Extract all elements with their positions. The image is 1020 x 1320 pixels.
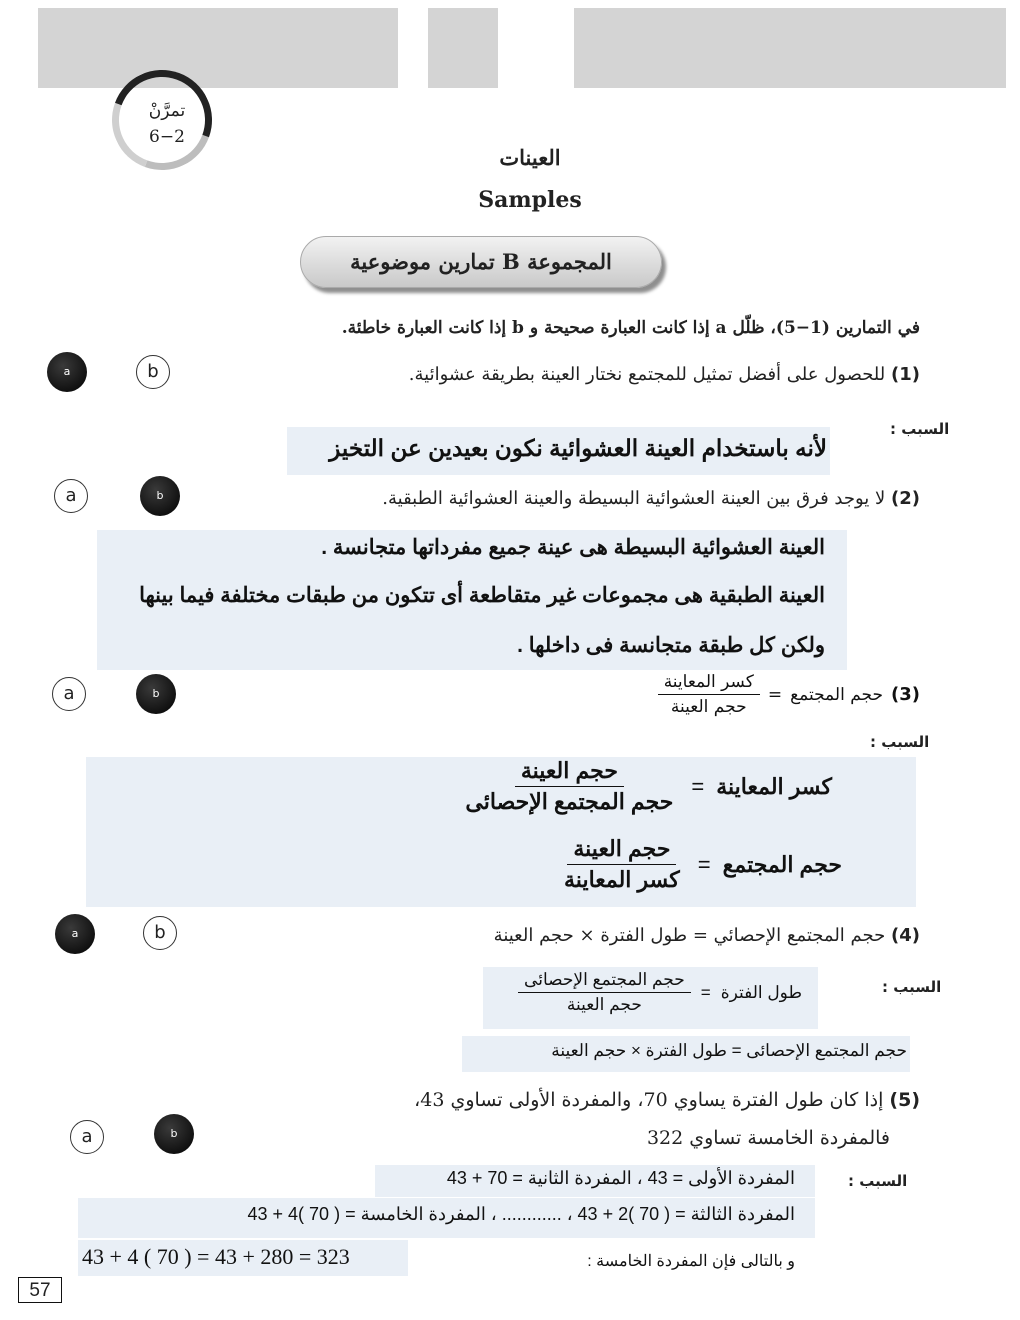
q3-ans1-fraction <box>459 758 679 815</box>
q1-question <box>409 364 920 385</box>
header-banner-left <box>38 8 398 88</box>
q3-option-a[interactable]: a <box>52 677 86 711</box>
page-number: 57 <box>18 1277 62 1303</box>
q3-ans2-fraction <box>558 836 686 893</box>
header-banner-middle <box>428 8 498 88</box>
q2-option-a[interactable]: a <box>54 479 88 513</box>
q3-ans2-lhs: حجم المجتمع <box>722 851 842 877</box>
q4-answer-eq-1: طول الفترة = $\frac{\text{حجم المجتمع الإحصائى}}{\text{حجم العينة}}$ <box>518 970 802 1015</box>
q3-question: (3) حجم المجتمع = $\frac{\text{كسر المعاينة}}{\text{حجم العينة}}$ <box>658 672 920 717</box>
q1-number: (1) <box>891 364 920 385</box>
q4-ans-top: حجم المجتمع الإحصائى <box>518 970 691 993</box>
q3-ans1-bottom: حجم المجتمع الإحصائى <box>465 789 674 814</box>
header-banner-right <box>574 8 1006 88</box>
q4-ans-lhs: طول الفترة <box>720 982 802 1002</box>
q3-lhs: حجم المجتمع <box>790 684 883 705</box>
lesson-badge-number: 6−2 <box>149 127 185 147</box>
q5-option-a[interactable]: a <box>70 1120 104 1154</box>
q1-option-a-selected[interactable]: a <box>47 352 87 392</box>
q3-fraction-bottom: حجم العينة <box>670 697 747 717</box>
q1-answer: لأنه باستخدام العينة العشوائية نكون بعيدين عن التخيز <box>329 435 827 461</box>
q3-ans1-lhs: كسر المعاينة <box>716 773 832 799</box>
q5-answer-line-3-text: و بالتالى فإن المفردة الخامسة : <box>587 1253 795 1270</box>
q4-reason-label: السبب : <box>882 978 942 996</box>
q4-text: حجم المجتمع الإحصائي = طول الفترة × حجم العينة <box>493 925 886 946</box>
q5-answer-line-2: المفردة الثالثة = ( 70 )2 + 43 ، ............ ، المفردة الخامسة = ( 70 )4 + 43 <box>247 1204 795 1224</box>
q3-ans2-top: حجم العينة <box>567 836 676 865</box>
q2-text: لا يوجد فرق بين العينة العشوائية البسيطة والعينة العشوائية الطبقية. <box>382 488 886 509</box>
q4-question <box>494 925 920 946</box>
q1-option-b[interactable]: b <box>136 355 170 389</box>
q5-answer-line-1: المفردة الأولى = 43 ، المفردة الثانية = 70 + 43 <box>446 1168 795 1188</box>
q2-question <box>382 488 920 509</box>
q2-answer-line-1: العينة العشوائية البسيطة هى عينة جميع مفرداتها متجانسة . <box>321 536 825 559</box>
q5-option-b-selected[interactable]: b <box>154 1114 194 1154</box>
q5-answer-line-3-math: 43 + 4 ( 70 ) = 43 + 280 = 323 <box>82 1244 350 1269</box>
q2-answer-line-3: ولكن كل طبقة متجانسة فى داخلها . <box>517 634 825 657</box>
q1-reason-label: السبب : <box>890 420 950 438</box>
q3-number: (3) <box>891 684 920 705</box>
q2-answer-line-2: العينة الطبقية هى مجموعات غير متقاطعة أى تتكون من طبقات مختلفة فيما بينها <box>139 584 825 607</box>
q5-number: (5) <box>889 1089 920 1111</box>
lesson-badge-word: تمرَّنْ <box>148 101 186 121</box>
q3-answer-eq-2: حجم المجتمع = $\frac{\text{حجم العينة}}{\text{كسر المعاينة}}$ <box>558 836 842 893</box>
q5-text-1: إذا كان طول الفترة يساوي 70، والمفردة الأولى تساوي 43، <box>414 1089 884 1111</box>
q3-answer-eq-1: كسر المعاينة = $\frac{\text{حجم العينة}}{\text{حجم المجتمع الإحصائى}}$ <box>459 758 832 815</box>
q3-reason-label: السبب : <box>870 733 930 751</box>
q3-ans1-top: حجم العينة <box>515 758 624 787</box>
q3-option-b-selected[interactable]: b <box>136 674 176 714</box>
lesson-badge <box>125 98 209 150</box>
q2-option-b-selected[interactable]: b <box>140 476 180 516</box>
instructions: في التمارين (1−5)، ظلّل a إذا كانت العبارة صحيحة و b إذا كانت العبارة خاطئة. <box>341 318 920 338</box>
group-label: المجموعة B تمارين موضوعية <box>300 236 662 288</box>
q5-reason-label: السبب : <box>848 1172 908 1190</box>
q4-option-a-selected[interactable]: a <box>55 914 95 954</box>
q4-answer-line-2: حجم المجتمع الإحصائى = طول الفترة × حجم العينة <box>551 1041 907 1060</box>
q1-text: للحصول على أفضل تمثيل للمجتمع نختار العينة بطريقة عشوائية. <box>408 364 886 385</box>
q5-question-line-2: فالمفردة الخامسة تساوي 322 <box>646 1127 890 1149</box>
q3-ans2-bottom: كسر المعاينة <box>564 867 680 892</box>
page-title-english: Samples <box>478 187 582 213</box>
q4-number: (4) <box>891 925 920 946</box>
q5-question-line-1 <box>414 1089 920 1111</box>
q2-number: (2) <box>891 488 920 509</box>
page-title-arabic: العينات <box>499 145 561 170</box>
q4-option-b[interactable]: b <box>143 916 177 950</box>
q4-ans-fraction <box>518 970 691 1015</box>
q3-fraction-top: كسر المعاينة <box>658 672 760 695</box>
q3-fraction <box>658 672 760 717</box>
q4-ans-bottom: حجم العينة <box>566 995 642 1014</box>
